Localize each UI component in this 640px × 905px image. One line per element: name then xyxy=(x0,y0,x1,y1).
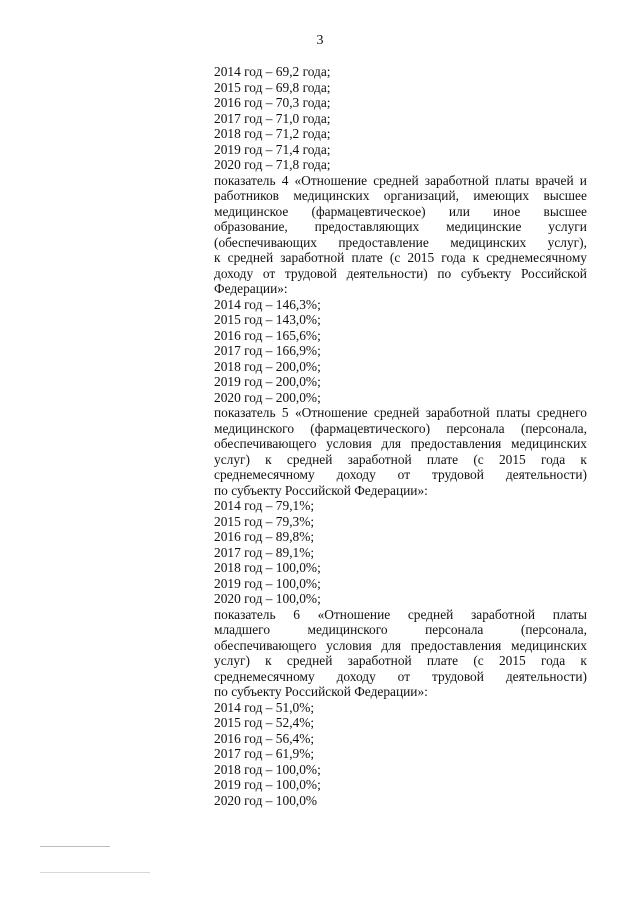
list-item: 2015 год – 52,4%; xyxy=(214,715,315,730)
list-item: 2020 год – 100,0%; xyxy=(214,591,321,606)
list-item: 2017 год – 89,1%; xyxy=(214,544,315,560)
list-item: 2014 год – 146,3%; xyxy=(214,296,321,312)
list-item: 2020 год – 71,8 года; xyxy=(214,157,331,172)
paragraph-line: по субъекту Российской Федерации»: xyxy=(214,684,428,699)
indicator-4-paragraph xyxy=(214,173,587,297)
list-item: 2019 год – 100,0%; xyxy=(214,777,321,792)
page-number: 3 xyxy=(316,33,324,48)
list-item: 2017 год – 71,0 года; xyxy=(214,110,331,126)
paragraph-line: обеспечивающего условия для предоставления медицинских xyxy=(214,436,587,451)
values-list-indicator-6 xyxy=(214,700,587,809)
paragraph-line: младшего медицинского персонала (персонала, xyxy=(214,622,587,637)
list-item: 2019 год – 71,4 года; xyxy=(214,141,331,157)
paragraph-line: среднемесячному доходу от трудовой деятельности) xyxy=(214,668,587,684)
values-list-indicator-4 xyxy=(214,297,587,406)
values-list-life-expectancy xyxy=(214,64,587,173)
paragraph-line: услуг) к средней заработной плате (с 2015 года к xyxy=(214,653,587,668)
list-item: 2018 год – 100,0%; xyxy=(214,761,321,777)
paragraph-line: показатель 4 «Отношение средней заработной платы врачей и xyxy=(214,172,587,188)
list-item: 2018 год – 71,2 года; xyxy=(214,126,331,141)
list-item: 2016 год – 89,8%; xyxy=(214,529,315,544)
list-item: 2016 год – 56,4%; xyxy=(214,730,315,746)
list-item: 2020 год – 100,0% xyxy=(214,792,318,808)
paragraph-line: услуг) к средней заработной плате (с 2015 года к xyxy=(214,451,587,467)
paragraph-line: по субъекту Российской Федерации»: xyxy=(214,482,428,498)
list-item: 2017 год – 166,9%; xyxy=(214,343,321,358)
paragraph-line: медицинского (фармацевтического) персонала (персонала, xyxy=(214,420,587,436)
paragraph-line: (обеспечивающих предоставление медицинских услуг), xyxy=(214,234,587,250)
list-item: 2015 год – 143,0%; xyxy=(214,312,321,327)
list-item: 2015 год – 69,8 года; xyxy=(214,79,331,95)
list-item: 2018 год – 100,0%; xyxy=(214,560,321,575)
paragraph-line: к средней заработной плате (с 2015 года к среднемесячному xyxy=(214,250,587,265)
list-item: 2016 год – 70,3 года; xyxy=(214,95,331,110)
list-item: 2019 год – 200,0%; xyxy=(214,374,321,389)
list-item: 2016 год – 165,6%; xyxy=(214,327,321,343)
list-item: 2017 год – 61,9%; xyxy=(214,746,315,761)
scan-artifact xyxy=(40,872,150,873)
list-item: 2014 год – 79,1%; xyxy=(214,498,315,513)
values-list-indicator-5 xyxy=(214,498,587,607)
scan-artifact xyxy=(40,846,110,847)
paragraph-line: среднемесячному доходу от трудовой деятельности) xyxy=(214,467,587,482)
list-item: 2014 год – 51,0%; xyxy=(214,699,315,715)
indicator-5-paragraph xyxy=(214,405,587,498)
paragraph-line: показатель 6 «Отношение средней заработной платы xyxy=(214,606,587,622)
list-item: 2014 год – 69,2 года; xyxy=(214,64,331,79)
list-item: 2020 год – 200,0%; xyxy=(214,389,321,405)
paragraph-line: медицинское (фармацевтическое) или иное высшее xyxy=(214,203,587,219)
paragraph-line: работников медицинских организаций, имеющих высшее xyxy=(214,188,587,203)
paragraph-line: образование, предоставляющих медицинские услуги xyxy=(214,219,587,234)
list-item: 2018 год – 200,0%; xyxy=(214,358,321,374)
list-item: 2019 год – 100,0%; xyxy=(214,575,321,591)
indicator-6-paragraph xyxy=(214,607,587,700)
paragraph-line: показатель 5 «Отношение средней заработной платы среднего xyxy=(214,405,587,420)
document-body xyxy=(214,64,587,808)
paragraph-line: доходу от трудовой деятельности) по субъекту Российской xyxy=(214,265,587,281)
paragraph-line: Федерации»: xyxy=(214,281,288,296)
paragraph-line: обеспечивающего условия для предоставления медицинских xyxy=(214,637,587,653)
list-item: 2015 год – 79,3%; xyxy=(214,513,315,529)
